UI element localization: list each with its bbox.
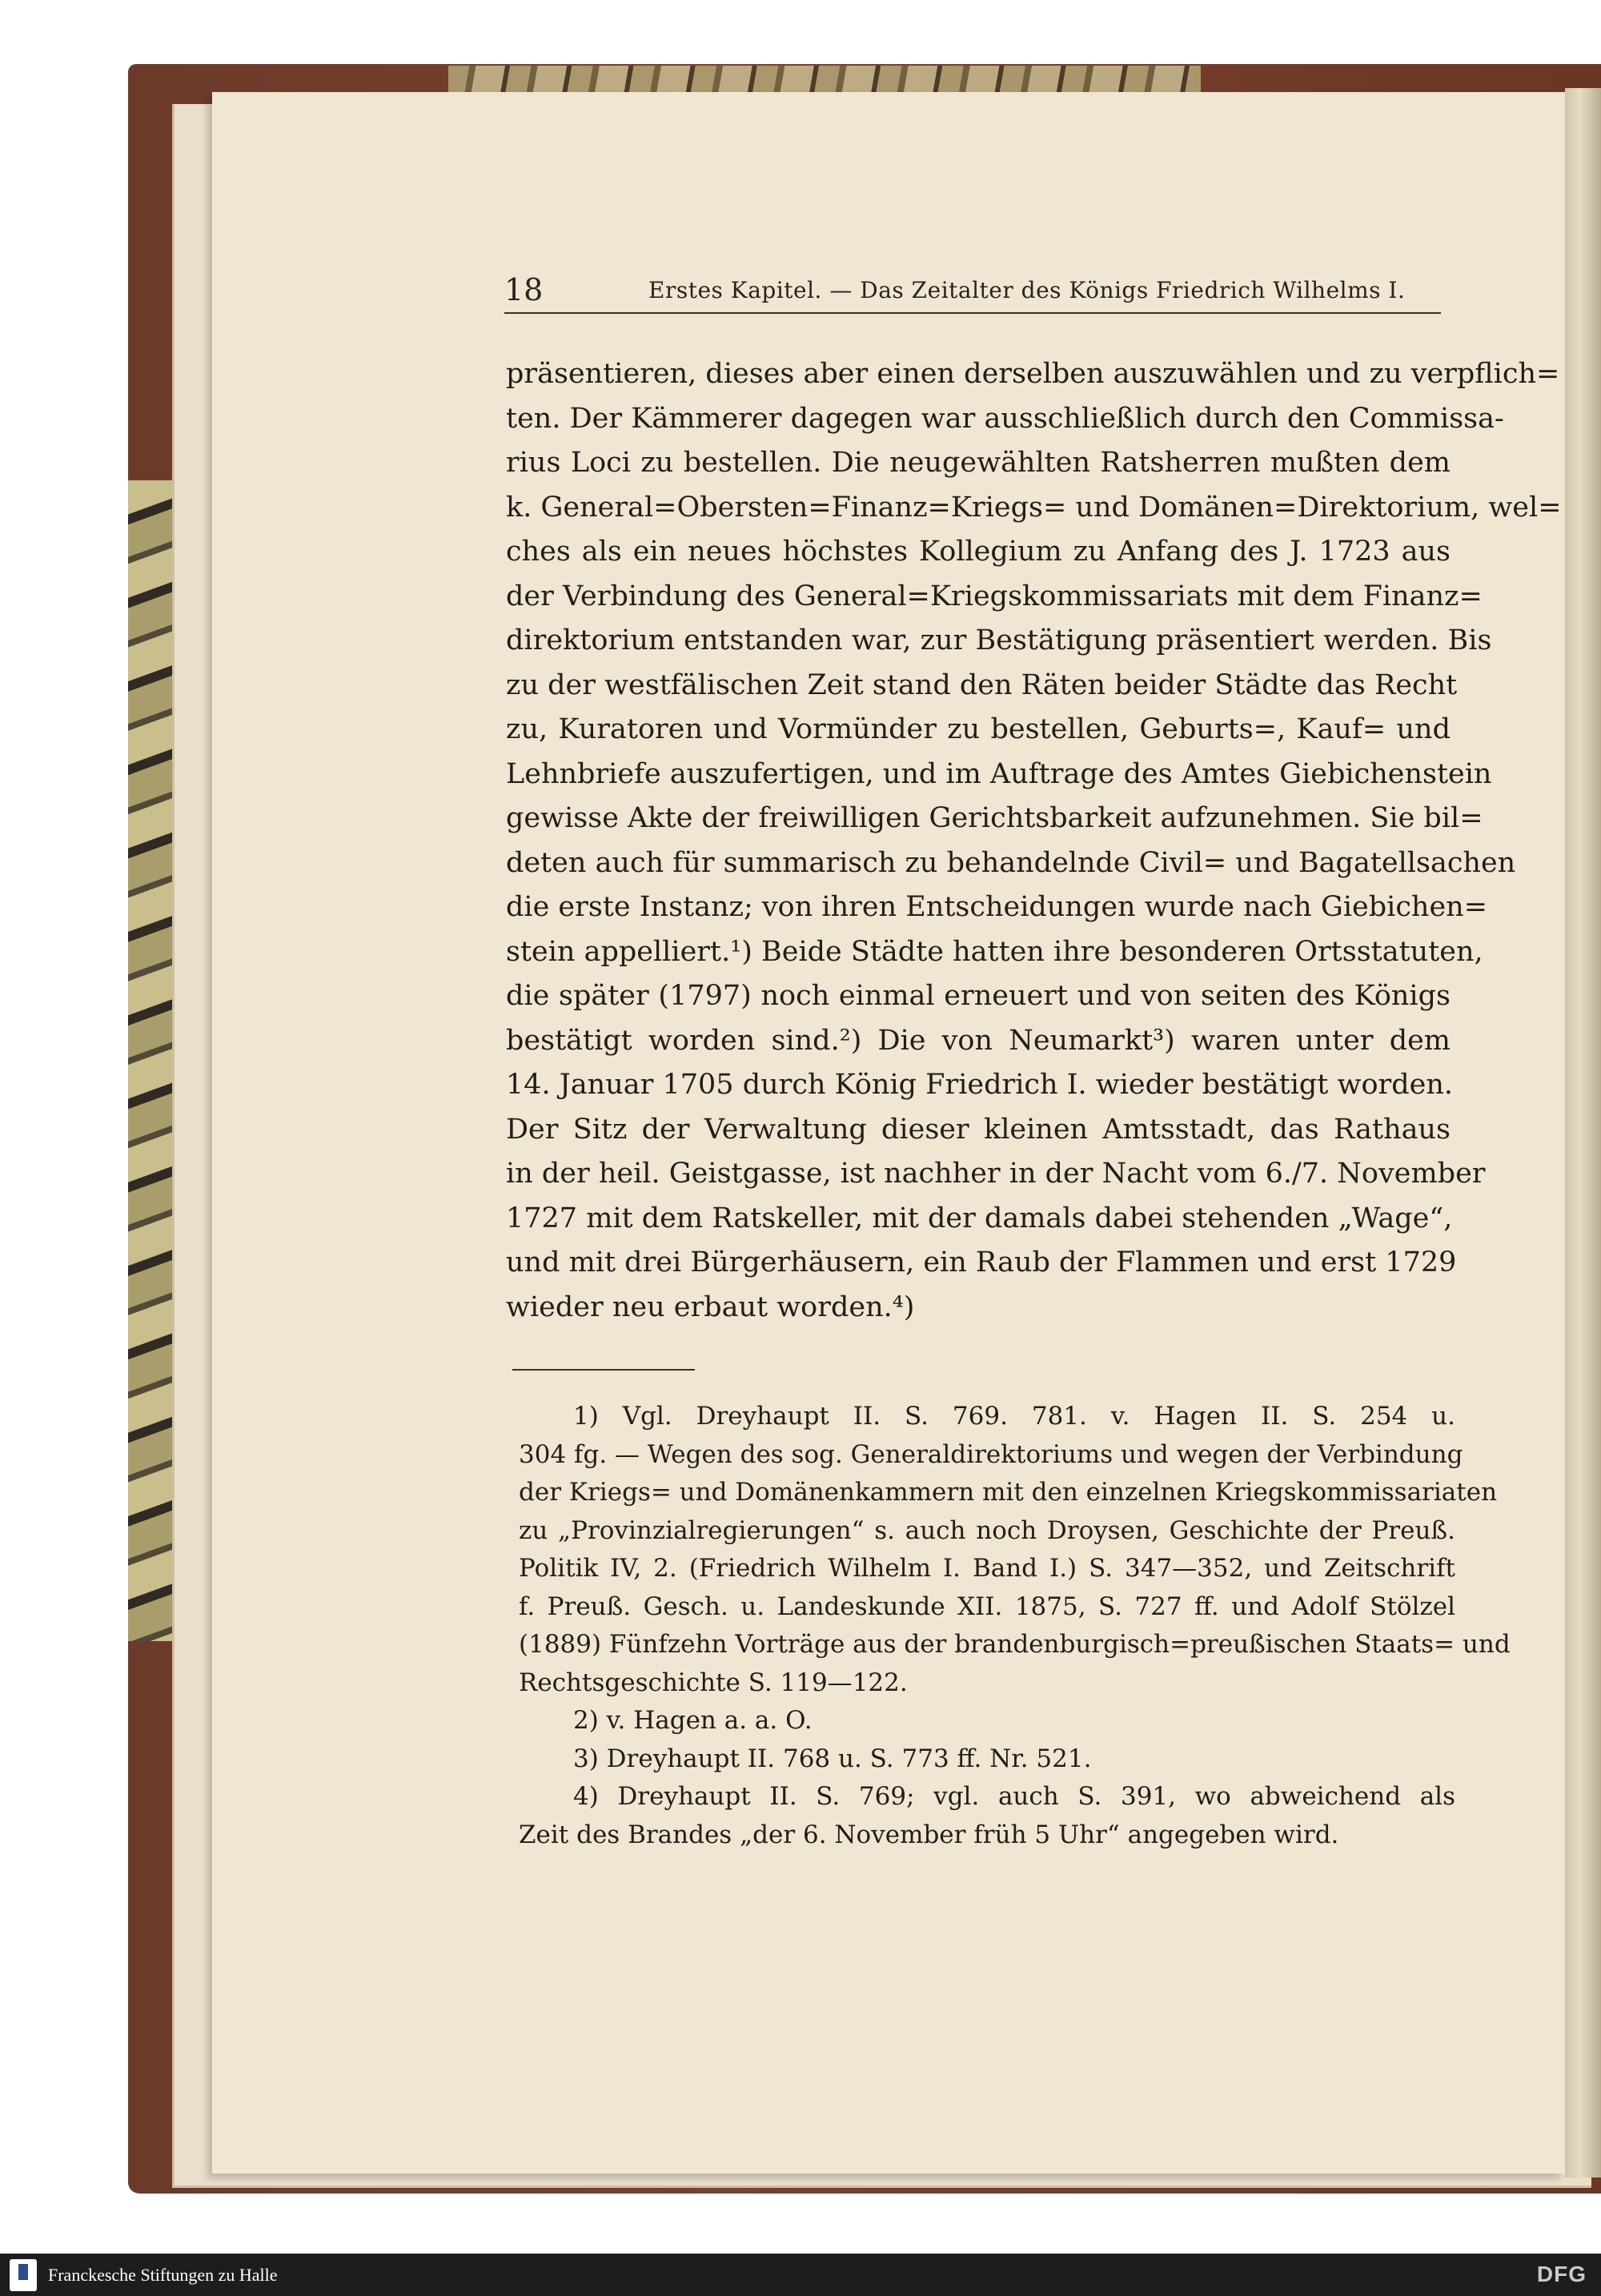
page-edge-right [1565,88,1601,2178]
text-line: gewisse Akte der freiwilligen Gerichtsbarkeit aufzunehmen. Sie bil= [506,802,1483,834]
text-line: Der Sitz der Verwaltung dieser kleinen Amtsstadt, das Rathaus [506,1113,1451,1146]
text-line: k. General=Obersten=Finanz=Kriegs= und Domänen=Direktorium, wel= [506,491,1562,524]
footnote-line: 3) Dreyhaupt II. 768 u. S. 773 ff. Nr. 521. [573,1744,1092,1773]
text-line: die erste Instanz; von ihren Entscheidungen wurde nach Giebichen= [506,891,1488,923]
institution-name: Franckesche Stiftungen zu Halle [48,2265,278,2285]
running-head [504,272,1441,314]
dfg-logo: DFG [1536,2262,1587,2286]
text-line: und mit drei Bürgerhäusern, ein Raub der Flammen und erst 1729 [506,1246,1457,1278]
viewer-footer [0,2254,1601,2296]
text-line: ten. Der Kämmerer dagegen war ausschließlich durch den Commissa- [506,402,1504,435]
main-text [506,352,1562,1330]
text-line: in der heil. Geistgasse, ist nachher in der Nacht vom 6./7. November [506,1158,1486,1190]
text-line: der Verbindung des General=Kriegskommissariats mit dem Finanz= [506,580,1483,612]
text-line: Lehnbriefe auszufertigen, und im Auftrage des Amtes Giebichenstein [506,757,1492,790]
institution-logo-icon [10,2259,37,2291]
footnote-line: der Kriegs= und Domänenkammern mit den einzelnen Kriegskommissariaten [519,1478,1498,1507]
footnote-line: (1889) Fünfzehn Vorträge aus der brandenburgisch=preußischen Staats= und [519,1630,1511,1659]
text-line: stein appelliert.¹) Beide Städte hatten ihre besonderen Ortsstatuten, [506,935,1483,968]
text-line: präsentieren, dieses aber einen derselben auszuwählen und zu verpflich= [506,358,1560,390]
text-line: bestätigt worden sind.²) Die von Neumarkt³) waren unter dem [506,1024,1451,1057]
footnote-line: 2) v. Hagen a. a. O. [573,1706,813,1735]
footnote-line: 4) Dreyhaupt II. S. 769; vgl. auch S. 391, wo abweichend als [573,1782,1455,1811]
running-head-title: Erstes Kapitel. — Das Zeitalter des Königs Friedrich Wilhelms I. [648,277,1406,303]
text-line: wieder neu erbaut worden.⁴) [506,1290,915,1323]
text-line: 1727 mit dem Ratskeller, mit der damals dabei stehenden „Wage“, [506,1202,1453,1234]
footnote-line: zu „Provinzialregierungen“ s. auch noch Droysen, Geschichte der Preuß. [519,1515,1455,1545]
footnote-separator [512,1369,695,1371]
footnote-line: 304 fg. — Wegen des sog. Generaldirektoriums und wegen der Verbindung [519,1439,1463,1469]
page-number: 18 [504,272,544,307]
text-line: rius Loci zu bestellen. Die neugewählten Ratsherren mußten dem [506,447,1451,479]
text-line: 14. Januar 1705 durch König Friedrich I. wieder bestätigt worden. [506,1069,1454,1101]
footnote-line: f. Preuß. Gesch. u. Landeskunde XII. 1875, S. 727 ff. und Adolf Stölzel [519,1592,1455,1621]
footnote-line: Rechtsgeschichte S. 119—122. [519,1668,908,1697]
text-line: direktorium entstanden war, zur Bestätigung präsentiert werden. Bis [506,624,1492,656]
text-line: ches als ein neues höchstes Kollegium zu Anfang des J. 1723 aus [506,536,1451,568]
footnotes [519,1398,1511,1854]
footnote-line: Zeit des Brandes „der 6. November früh 5 Uhr“ angegeben wird. [519,1820,1339,1849]
text-line: deten auch für summarisch zu behandelnde Civil= und Bagatellsachen [506,846,1516,879]
text-line: die später (1797) noch einmal erneuert und von seiten des Königs [506,980,1451,1012]
footnote-line: 1) Vgl. Dreyhaupt II. S. 769. 781. v. Hagen II. S. 254 u. [573,1402,1455,1431]
text-line: zu der westfälischen Zeit stand den Räten beider Städte das Recht [506,668,1458,701]
footnote-line: Politik IV, 2. (Friedrich Wilhelm I. Band I.) S. 347—352, und Zeitschrift [519,1554,1455,1583]
text-line: zu, Kuratoren und Vormünder zu bestellen, Geburts=, Kauf= und [506,713,1451,745]
